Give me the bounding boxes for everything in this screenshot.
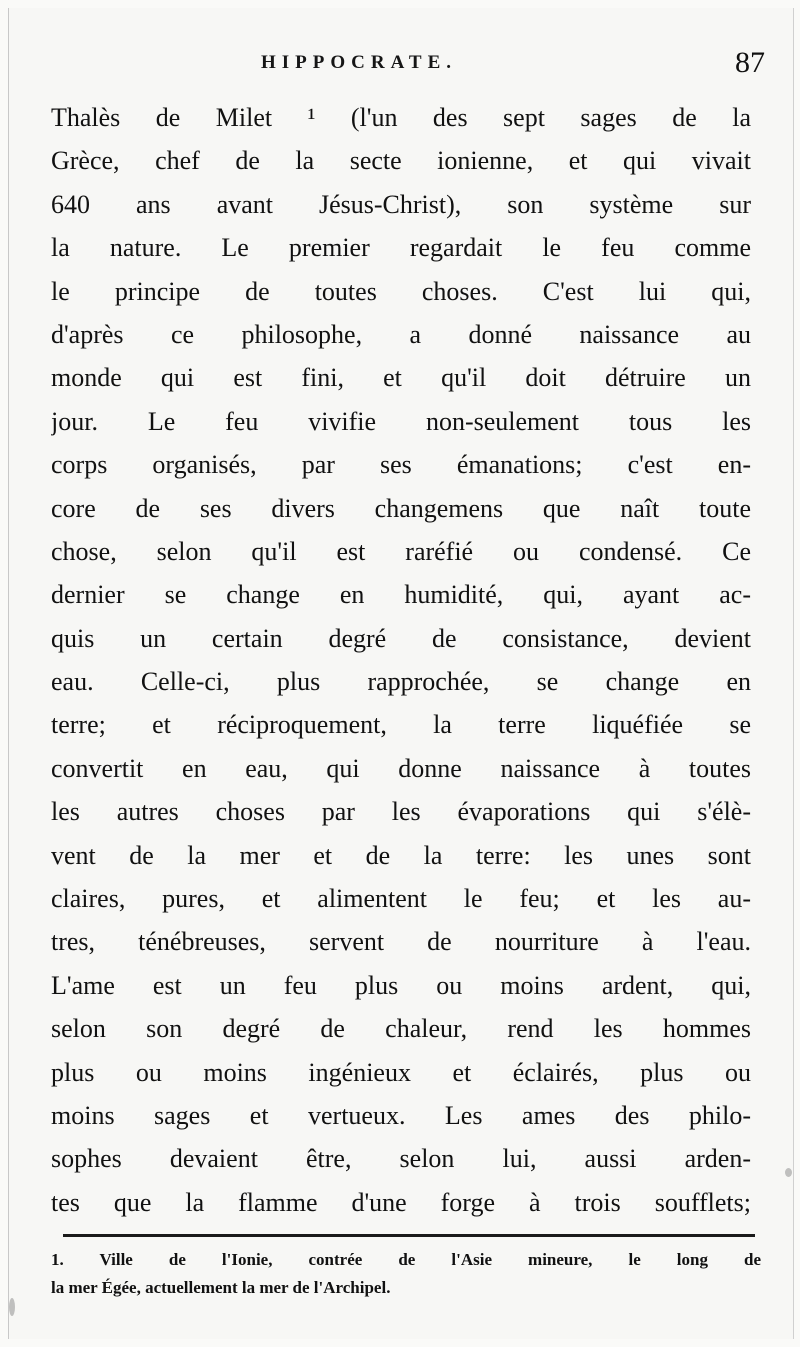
text-line: vent de la mer et de la terre: les unes sont bbox=[51, 840, 751, 870]
paper-speck bbox=[785, 1168, 792, 1177]
page-header bbox=[9, 46, 793, 96]
footnote-rule bbox=[63, 1234, 755, 1237]
text-line: corps organisés, par ses émanations; c'est en- bbox=[51, 450, 751, 480]
text-line: convertit en eau, qui donne naissance à toutes bbox=[51, 753, 751, 783]
text-line: moins sages et vertueux. Les ames des philo- bbox=[51, 1100, 751, 1130]
text-line: eau. Celle-ci, plus rapprochée, se change en bbox=[51, 667, 751, 697]
text-line: core de ses divers changemens que naît toute bbox=[51, 493, 751, 523]
running-title: HIPPOCRATE. bbox=[261, 52, 458, 73]
page-number: 87 bbox=[735, 46, 765, 79]
text-line: chose, selon qu'il est raréfié ou condensé. Ce bbox=[51, 536, 751, 566]
text-line: claires, pures, et alimentent le feu; et les au- bbox=[51, 884, 751, 914]
book-page bbox=[8, 8, 794, 1339]
text-line: terre; et réciproquement, la terre liquéfiée se bbox=[51, 710, 751, 740]
text-line: plus ou moins ingénieux et éclairés, plus ou bbox=[51, 1057, 751, 1087]
text-line: Thalès de Milet ¹ (l'un des sept sages de la bbox=[51, 103, 751, 132]
text-line: la nature. Le premier regardait le feu comme bbox=[51, 233, 751, 263]
text-line: selon son degré de chaleur, rend les hommes bbox=[51, 1014, 751, 1044]
text-line: les autres choses par les évaporations qui s'élè- bbox=[51, 797, 751, 827]
text-line: tres, ténébreuses, servent de nourriture à l'eau. bbox=[51, 927, 751, 957]
text-line: dernier se change en humidité, qui, ayant ac- bbox=[51, 580, 751, 610]
text-line: le principe de toutes choses. C'est lui qui, bbox=[51, 276, 751, 306]
text-line: sophes devaient être, selon lui, aussi arden- bbox=[51, 1144, 751, 1174]
text-line: d'après ce philosophe, a donné naissance au bbox=[51, 319, 751, 349]
text-line: jour. Le feu vivifie non-seulement tous les bbox=[51, 406, 751, 436]
text-line: quis un certain degré de consistance, devient bbox=[51, 623, 751, 653]
footnote-line: la mer Égée, actuellement la mer de l'Archipel. bbox=[51, 1278, 391, 1297]
text-line: L'ame est un feu plus ou moins ardent, qui, bbox=[51, 970, 751, 1000]
main-text bbox=[51, 96, 751, 1224]
text-line: 640 ans avant Jésus-Christ), son système sur bbox=[51, 189, 751, 219]
text-line: Grèce, chef de la secte ionienne, et qui vivait bbox=[51, 146, 751, 176]
paper-speck bbox=[9, 1298, 15, 1316]
footnote bbox=[51, 1246, 761, 1302]
text-line: monde qui est fini, et qu'il doit détruire un bbox=[51, 363, 751, 393]
text-line: tes que la flamme d'une forge à trois soufflets; bbox=[51, 1187, 751, 1217]
footnote-line: 1. Ville de l'Ionie, contrée de l'Asie mineure, le long de bbox=[51, 1250, 761, 1269]
